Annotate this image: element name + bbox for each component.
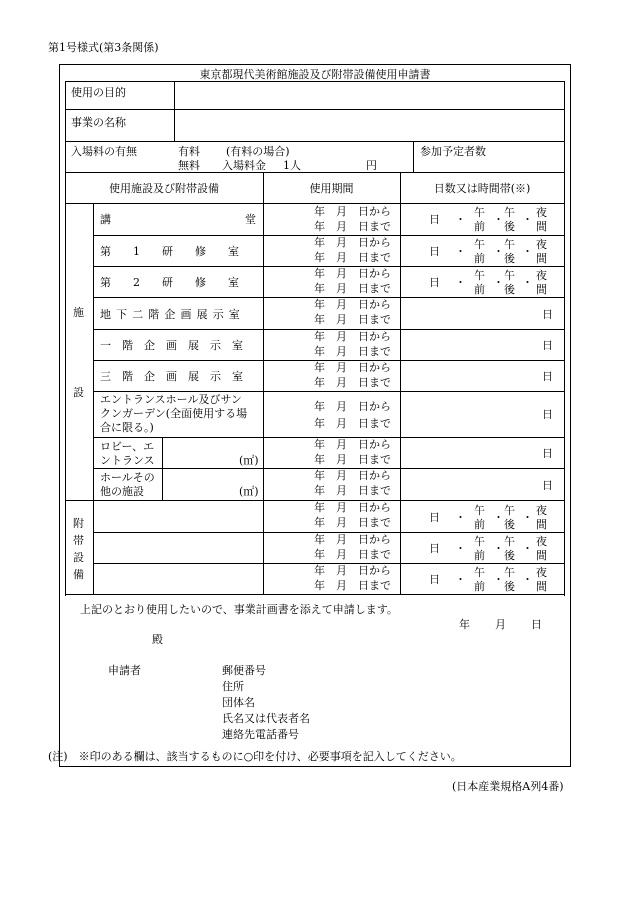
facility-auditorium-right: 堂 (245, 213, 256, 226)
slot-dot: ・ (493, 213, 504, 226)
slot-dot: ・ (455, 511, 466, 524)
addressee-suffix: 殿 (152, 633, 163, 646)
slot-afternoon: 後 (504, 220, 515, 233)
slot-morning: 前 (474, 580, 485, 593)
applicant-postal-code: 郵便番号 (222, 664, 266, 677)
admission-free-option[interactable]: 無料 (178, 159, 200, 172)
period-from: 年 月 日から (314, 236, 391, 249)
period-to: 年 月 日まで (314, 376, 391, 389)
slot-morning: 午 (474, 238, 485, 251)
business-name-label: 事業の名称 (71, 116, 126, 129)
period-from: 年 月 日から (314, 564, 391, 577)
slot-dot: ・ (522, 573, 533, 586)
admission-paid-option[interactable]: 有料 (178, 145, 200, 158)
facility-entrance-hall-1: エントランスホール及びサン (100, 393, 242, 406)
equipment-group-label-3: 設 (73, 551, 84, 564)
form-number: 第1号様式(第3条関係) (48, 41, 159, 54)
facility-other-1: ホールその (100, 471, 155, 484)
slot-afternoon: 後 (504, 580, 515, 593)
slot-dot: ・ (455, 573, 466, 586)
facilities-header: 使用施設及び附帯設備 (109, 182, 219, 195)
slot-night: 夜 (536, 535, 547, 548)
period-to: 年 月 日まで (314, 220, 391, 233)
slot-morning: 午 (474, 504, 485, 517)
slot-night: 夜 (536, 269, 547, 282)
slot-day: 日 (429, 245, 440, 258)
admission-fee-label: 入場料金 (222, 159, 266, 172)
slot-afternoon: 午 (504, 269, 515, 282)
slot-dot: ・ (522, 542, 533, 555)
facility-lobby-area-unit: (㎡) (239, 454, 259, 467)
period-to: 年 月 日まで (314, 453, 391, 466)
purpose-field[interactable] (176, 83, 562, 107)
period-to: 年 月 日まで (314, 548, 391, 561)
days-count-cell[interactable]: 日 (542, 370, 553, 383)
slot-dot: ・ (522, 276, 533, 289)
form-title: 東京都現代美術館施設及び附帯設備使用申請書 (199, 68, 431, 81)
period-to: 年 月 日まで (314, 579, 391, 592)
period-to: 年 月 日まで (314, 516, 391, 529)
slot-dot: ・ (455, 276, 466, 289)
applicant-organization: 団体名 (222, 696, 255, 709)
period-from: 年 月 日から (314, 400, 391, 413)
period-to: 年 月 日まで (314, 251, 391, 264)
purpose-label: 使用の目的 (71, 86, 126, 99)
facility-auditorium-left: 講 (100, 213, 111, 226)
slot-dot: ・ (455, 542, 466, 555)
slot-dot: ・ (493, 276, 504, 289)
facility-group-label-1: 施 (73, 306, 84, 319)
period-from: 年 月 日から (314, 298, 391, 311)
slot-day: 日 (429, 276, 440, 289)
equipment-group-label-4: 備 (73, 568, 84, 581)
facility-other-area-unit: (㎡) (239, 485, 259, 498)
slot-night: 間 (536, 283, 547, 296)
slot-night: 夜 (536, 206, 547, 219)
period-from: 年 月 日から (314, 501, 391, 514)
equipment-group-label-2: 帯 (73, 534, 84, 547)
admission-label: 入場料の有無 (71, 145, 137, 158)
period-header: 使用期間 (309, 182, 354, 195)
slot-morning: 前 (474, 283, 485, 296)
period-to: 年 月 日まで (314, 417, 391, 430)
days-count-cell[interactable]: 日 (542, 308, 553, 321)
period-from: 年 月 日から (314, 469, 391, 482)
period-from: 年 月 日から (314, 438, 391, 451)
period-from: 年 月 日から (314, 361, 391, 374)
slot-dot: ・ (455, 213, 466, 226)
slot-morning: 前 (474, 252, 485, 265)
slot-dot: ・ (522, 511, 533, 524)
date-day: 日 (531, 618, 542, 631)
slot-morning: 前 (474, 549, 485, 562)
facility-training-room-2: 第 2 研 修 室 (100, 276, 239, 289)
slot-morning: 午 (474, 566, 485, 579)
slot-afternoon: 午 (504, 238, 515, 251)
admission-yen: 円 (366, 159, 377, 172)
period-to: 年 月 日まで (314, 282, 391, 295)
applicant-phone: 連絡先電話番号 (222, 728, 299, 741)
slot-night: 夜 (536, 566, 547, 579)
slot-night: 間 (536, 220, 547, 233)
period-to: 年 月 日まで (314, 345, 391, 358)
slot-morning: 午 (474, 269, 485, 282)
slot-day: 日 (429, 213, 440, 226)
applicant-address: 住所 (222, 680, 244, 693)
days-count-cell[interactable]: 日 (542, 447, 553, 460)
facility-group-label-2: 設 (73, 386, 84, 399)
slot-morning: 午 (474, 535, 485, 548)
facility-3f-exhibition: 三 階 企 画 展 示 室 (100, 370, 243, 383)
slot-afternoon: 後 (504, 549, 515, 562)
facility-entrance-hall-2: クンガーデン(全面使用する場 (100, 407, 248, 420)
slot-day: 日 (429, 542, 440, 555)
period-from: 年 月 日から (314, 205, 391, 218)
slot-dot: ・ (493, 245, 504, 258)
admission-paid-case: (有料の場合) (226, 145, 290, 158)
facility-other-2: 他の施設 (100, 485, 144, 498)
period-from: 年 月 日から (314, 533, 391, 546)
slot-night: 間 (536, 252, 547, 265)
slot-morning: 前 (474, 518, 485, 531)
slot-afternoon: 午 (504, 566, 515, 579)
slot-night: 夜 (536, 504, 547, 517)
slot-day: 日 (429, 511, 440, 524)
slot-night: 夜 (536, 238, 547, 251)
slot-night: 間 (536, 580, 547, 593)
period-from: 年 月 日から (314, 267, 391, 280)
slot-dot: ・ (493, 573, 504, 586)
slot-dot: ・ (455, 245, 466, 258)
slot-night: 間 (536, 518, 547, 531)
slot-afternoon: 午 (504, 535, 515, 548)
date-year: 年 (459, 618, 470, 631)
slot-dot: ・ (522, 245, 533, 258)
facility-1f-exhibition: 一 階 企 画 展 示 室 (100, 339, 243, 352)
days-header: 日数又は時間帯(※) (433, 182, 531, 195)
slot-dot: ・ (522, 213, 533, 226)
slot-dot: ・ (493, 542, 504, 555)
admission-per-person: 1人 (283, 159, 301, 172)
slot-morning: 前 (474, 220, 485, 233)
facility-lobby-2: ントランス (100, 454, 155, 467)
business-name-field[interactable] (176, 111, 562, 139)
facility-b2-exhibition: 地下二階企画展示室 (100, 308, 245, 321)
slot-afternoon: 後 (504, 252, 515, 265)
slot-dot: ・ (493, 511, 504, 524)
equipment-group-label-1: 附 (73, 517, 84, 530)
slot-afternoon: 後 (504, 283, 515, 296)
slot-afternoon: 午 (504, 504, 515, 517)
facility-lobby-1: ロビー、エ (100, 440, 155, 453)
facility-entrance-hall-3: 合に限る。) (100, 421, 154, 434)
applicant-label: 申請者 (108, 664, 141, 677)
declaration-text: 上記のとおり使用したいので、事業計画書を添えて申請します。 (80, 603, 398, 616)
slot-day: 日 (429, 573, 440, 586)
slot-afternoon: 後 (504, 518, 515, 531)
days-count-cell[interactable]: 日 (542, 408, 553, 421)
paper-size-note: (日本産業規格A列4番) (452, 780, 564, 793)
date-month: 月 (495, 618, 506, 631)
facility-training-room-1: 第 1 研 修 室 (100, 245, 239, 258)
period-to: 年 月 日まで (314, 313, 391, 326)
applicant-representative: 氏名又は代表者名 (222, 712, 310, 725)
period-from: 年 月 日から (314, 330, 391, 343)
days-count-cell[interactable]: 日 (542, 479, 553, 492)
form-note: (注) ※印のある欄は、該当するものに○印を付け、必要事項を記入してください。 (48, 750, 462, 763)
days-count-cell[interactable]: 日 (542, 339, 553, 352)
slot-night: 間 (536, 549, 547, 562)
period-to: 年 月 日まで (314, 484, 391, 497)
slot-afternoon: 午 (504, 206, 515, 219)
expected-participants-label: 参加予定者数 (420, 145, 486, 158)
slot-morning: 午 (474, 206, 485, 219)
